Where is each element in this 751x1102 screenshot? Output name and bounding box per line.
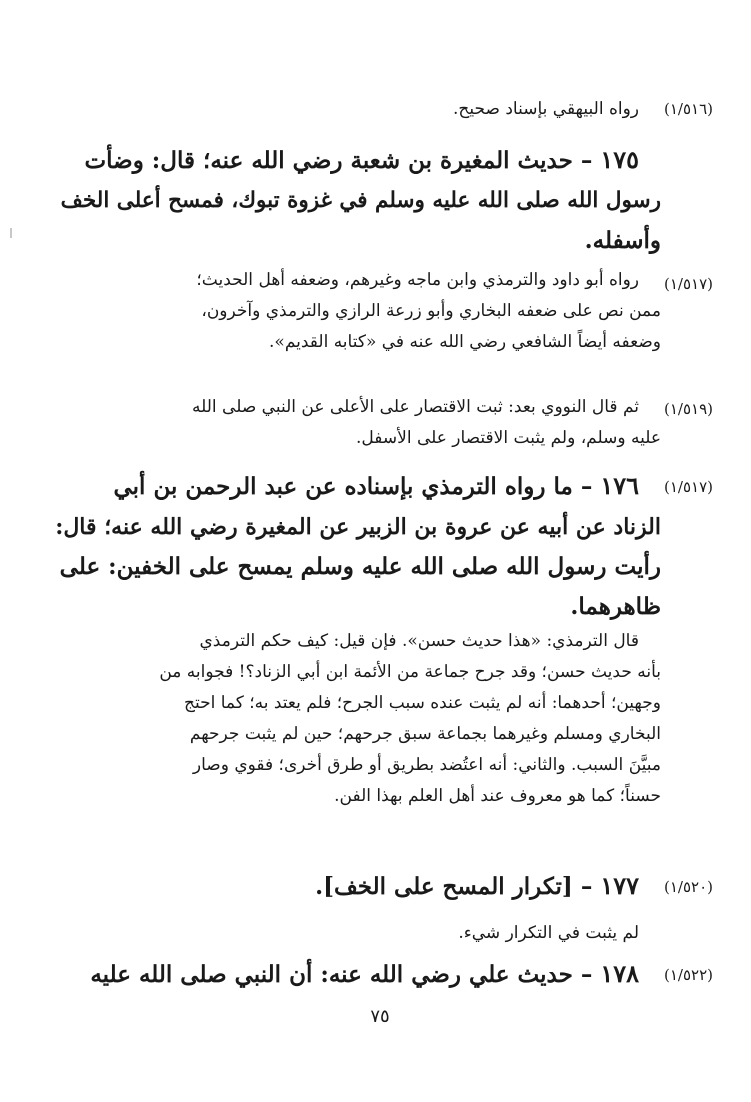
text-line: ممن نص على ضعفه البخاري وأبو زرعة الرازي والترمذي وآخرون، <box>201 301 661 321</box>
hadith-heading <box>51 466 661 627</box>
text-line: رواه أبو داود والترمذي وابن ماجه وغيرهم، وضعفه أهل الحديث؛ <box>196 270 639 290</box>
page-number: ٧٥ <box>370 1006 390 1027</box>
hadith-heading <box>51 954 661 995</box>
paragraph <box>51 265 661 358</box>
heading-line: ١٧٦ – ما رواه الترمذي بإسناده عن عبد الرحمن بن أبي <box>113 471 639 500</box>
paragraph <box>51 392 661 454</box>
heading-line: الزناد عن أبيه عن عروة بن الزبير عن المغيرة رضي الله عنه؛ قال: <box>55 514 661 540</box>
heading-line: ١٧٥ – حديث المغيرة بن شعبة رضي الله عنه؛ قال: وضأت <box>84 145 639 174</box>
text-line: بأنه حديث حسن؛ وقد جرح جماعة من الأئمة ابن أبي الزناد؟! فجوابه من <box>159 662 661 682</box>
margin-reference: (١/٥١٦) <box>664 100 713 118</box>
text-line: وضعفه أيضاً الشافعي رضي الله عنه في «كتابه القديم». <box>269 332 661 352</box>
text-line: قال الترمذي: «هذا حديث حسن». فإن قيل: كيف حكم الترمذي <box>199 631 639 651</box>
heading-line: ١٧٨ – حديث علي رضي الله عنه: أن النبي صلى الله عليه <box>90 959 639 988</box>
hadith-number: ١٧٥ <box>600 145 639 174</box>
heading-line: ظاهرهما. <box>570 593 661 620</box>
heading-line: رسول الله صلى الله عليه وسلم في غزوة تبوك، فمسح أعلى الخف <box>60 188 661 213</box>
paragraph <box>51 94 661 125</box>
paragraph <box>51 918 661 949</box>
margin-reference: (١/٥١٧) <box>664 478 713 496</box>
text-line: البخاري ومسلم وغيرهما بجماعة سبق جرحهم؛ حين لم يثبت جرحهم <box>189 724 661 744</box>
text-line: لم يثبت في التكرار شيء. <box>458 923 639 943</box>
margin-mark <box>10 228 12 238</box>
text-line: ثم قال النووي بعد: ثبت الاقتصار على الأعلى عن النبي صلى الله <box>191 397 639 417</box>
text-line: وجهين؛ أحدهما: أنه لم يثبت عنده سبب الجرح؛ فلم يعتد به؛ كما احتج <box>183 693 661 713</box>
hadith-number: ١٧٨ <box>600 959 639 988</box>
hadith-heading <box>51 140 661 261</box>
paragraph <box>51 626 661 812</box>
text-line: حسناً؛ كما هو معروف عند أهل العلم بهذا الفن. <box>334 786 661 806</box>
text-line: مبيَّنَ السبب. والثاني: أنه اعتُضد بطريق أو طرق أخرى؛ فقوي وصار <box>192 755 661 775</box>
margin-reference: (١/٥١٧) <box>664 275 713 293</box>
margin-reference: (١/٥٢٠) <box>664 878 713 896</box>
text-line: عليه وسلم، ولم يثبت الاقتصار على الأسفل. <box>356 428 661 448</box>
hadith-heading <box>51 866 661 907</box>
margin-reference: (١/٥١٩) <box>664 400 713 418</box>
margin-reference: (١/٥٢٢) <box>664 966 713 984</box>
heading-line: وأسفله. <box>584 227 661 254</box>
hadith-number: ١٧٦ <box>600 471 639 500</box>
text-line: رواه البيهقي بإسناد صحيح. <box>453 99 639 119</box>
heading-line: ١٧٧ – [تكرار المسح على الخف]. <box>315 871 639 900</box>
hadith-number: ١٧٧ <box>600 871 639 900</box>
heading-line: رأيت رسول الله صلى الله عليه وسلم يمسح على الخفين: على <box>59 553 661 580</box>
